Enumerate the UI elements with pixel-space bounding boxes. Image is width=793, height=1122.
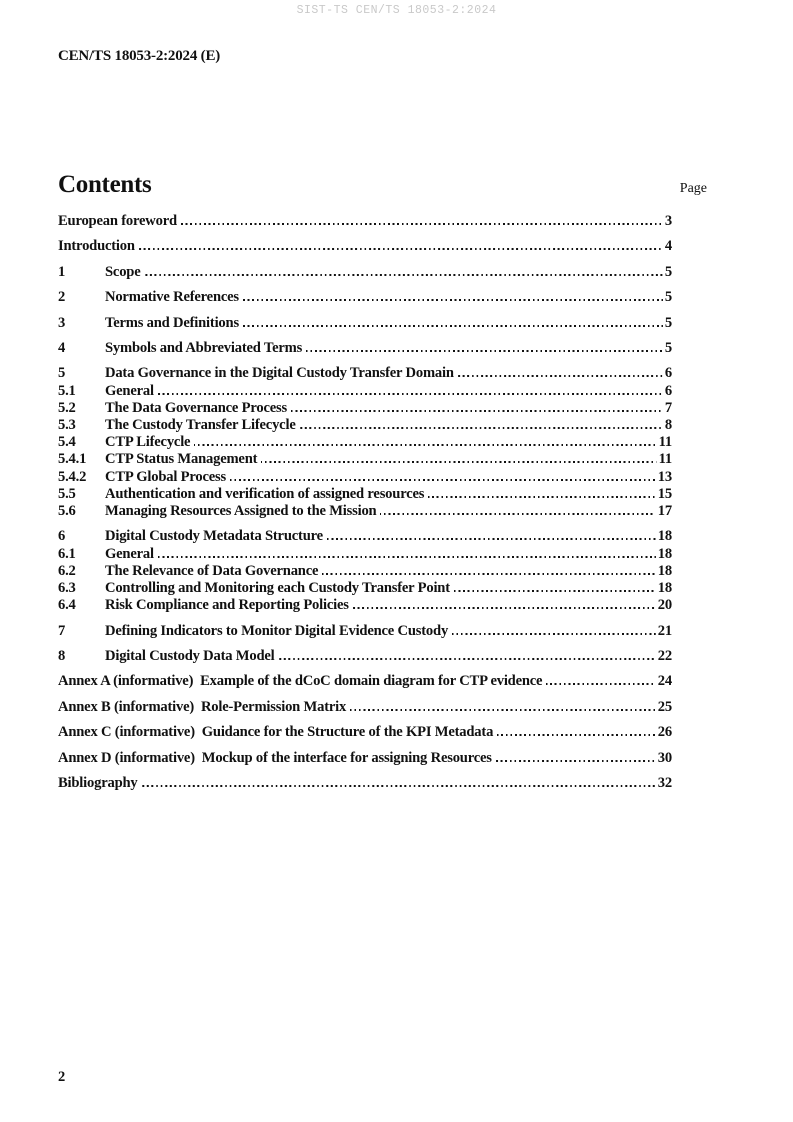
toc-row: [58, 486, 672, 503]
toc-entry-title: Risk Compliance and Reporting Policies: [105, 597, 349, 614]
document-reference: CEN/TS 18053-2:2024 (E): [58, 48, 221, 64]
toc-page-number: 6: [664, 365, 672, 382]
toc-entry-title: Symbols and Abbreviated Terms: [105, 339, 303, 356]
page-column-label: Page: [679, 181, 707, 196]
toc-dot-leader: [454, 590, 656, 592]
toc-page-number: 30: [657, 749, 672, 766]
toc-page-number: 5: [664, 314, 672, 331]
toc-page-number: 5: [664, 339, 672, 356]
toc-page-number: 22: [657, 647, 672, 664]
toc-page-number: 18: [657, 579, 672, 596]
toc-section-number: 5.1: [58, 382, 76, 399]
toc-row: [58, 451, 672, 468]
toc-row: [58, 563, 672, 580]
toc-section-number: 6: [58, 528, 66, 545]
toc-entry-title: Digital Custody Metadata Structure: [105, 528, 323, 545]
toc-entry-title: Annex C (informative) Guidance for the Structure of the KPI Metadata: [58, 724, 494, 741]
toc-dot-leader: [306, 350, 663, 352]
toc-entry-title: Annex A (informative) Example of the dCoC domain diagram for CTP evidence: [58, 673, 543, 690]
toc-row: [58, 213, 672, 230]
toc-dot-leader: [181, 223, 663, 225]
toc-section-number: 4: [58, 339, 66, 356]
toc-row: [58, 238, 672, 255]
toc-page-number: 18: [657, 562, 672, 579]
toc-entry-title: Managing Resources Assigned to the Mission: [105, 502, 377, 519]
toc-row: [58, 417, 672, 434]
toc-row: [58, 673, 672, 690]
toc-entry-title: CTP Status Management: [105, 451, 258, 468]
toc-entry-title: CTP Global Process: [105, 468, 226, 485]
toc-section-number: 5.6: [58, 502, 76, 519]
toc-row: [58, 775, 672, 792]
toc-dot-leader: [158, 556, 656, 558]
toc-entry-title: Annex B (informative) Role-Permission Matrix: [58, 698, 347, 715]
toc-row: [58, 434, 672, 451]
toc-dot-leader: [139, 248, 663, 250]
toc-section-number: 3: [58, 314, 66, 331]
toc-row: [58, 340, 672, 357]
toc-section-number: 5.4.2: [58, 468, 87, 485]
toc-page-number: 24: [657, 673, 672, 690]
toc-entry-title: Defining Indicators to Monitor Digital Evidence Custody: [105, 622, 449, 639]
toc-dot-leader: [327, 538, 656, 540]
toc-page-number: 4: [664, 238, 672, 255]
toc-entry-title: CTP Lifecycle: [105, 434, 191, 451]
toc-page-number: 11: [658, 434, 672, 451]
toc-page-number: 20: [657, 597, 672, 614]
toc-entry-title: The Relevance of Data Governance: [105, 562, 319, 579]
toc-dot-leader: [243, 325, 663, 327]
toc-dot-leader: [452, 633, 656, 635]
toc-row: [58, 546, 672, 563]
toc-section-number: 5.2: [58, 399, 76, 416]
toc-page-number: 8: [664, 416, 672, 433]
toc-page-number: 18: [657, 528, 672, 545]
toc-row: [58, 503, 672, 520]
toc-row: [58, 597, 672, 614]
toc-page-number: 11: [658, 451, 672, 468]
toc-section-number: 5.4: [58, 434, 76, 451]
contents-title: Contents: [58, 171, 152, 198]
toc-entry-title: General: [105, 382, 154, 399]
toc-page-number: 13: [657, 468, 672, 485]
table-of-contents: [58, 213, 672, 792]
toc-section-number: 1: [58, 263, 66, 280]
toc-entry-title: Authentication and verification of assigned resources: [105, 485, 425, 502]
toc-dot-leader: [230, 479, 656, 481]
toc-dot-leader: [428, 496, 656, 498]
toc-dot-leader: [546, 683, 655, 685]
toc-dot-leader: [380, 513, 655, 515]
contents-header: [58, 171, 707, 199]
toc-section-number: 6.1: [58, 545, 76, 562]
toc-dot-leader: [194, 444, 656, 446]
toc-dot-leader: [322, 573, 656, 575]
toc-row: [58, 289, 672, 306]
toc-dot-leader: [142, 785, 656, 787]
toc-section-number: 7: [58, 622, 66, 639]
toc-dot-leader: [261, 461, 656, 463]
toc-section-number: 6.4: [58, 597, 76, 614]
toc-dot-leader: [279, 658, 656, 660]
toc-entry-title: Introduction: [58, 238, 135, 255]
toc-dot-leader: [496, 760, 656, 762]
toc-entry-title: Controlling and Monitoring each Custody Transfer Point: [105, 579, 450, 596]
toc-entry-title: European foreword: [58, 213, 177, 229]
toc-row: [58, 648, 672, 665]
toc-row: [58, 699, 672, 716]
toc-page-number: 26: [657, 724, 672, 741]
toc-section-number: 5.4.1: [58, 451, 87, 468]
toc-dot-leader: [291, 410, 663, 412]
toc-page-number: 15: [657, 485, 672, 502]
toc-page-number: 3: [664, 213, 672, 229]
toc-page-number: 5: [664, 263, 672, 280]
toc-row: [58, 315, 672, 332]
toc-page-number: 5: [664, 289, 672, 306]
toc-entry-title: Annex D (informative) Mockup of the interface for assigning Resources: [58, 749, 492, 766]
toc-row: [58, 580, 672, 597]
toc-entry-title: Terms and Definitions: [105, 314, 239, 331]
toc-page-number: 17: [657, 502, 672, 519]
toc-dot-leader: [350, 709, 656, 711]
toc-page-number: 7: [664, 399, 672, 416]
toc-section-number: 5.3: [58, 416, 76, 433]
toc-entry-title: Digital Custody Data Model: [105, 647, 275, 664]
toc-row: [58, 400, 672, 417]
toc-section-number: 6.2: [58, 562, 76, 579]
toc-dot-leader: [145, 274, 663, 276]
toc-section-number: 2: [58, 289, 66, 306]
toc-dot-leader: [300, 427, 663, 429]
toc-row: [58, 264, 672, 281]
toc-row: [58, 623, 672, 640]
toc-entry-title: The Data Governance Process: [105, 399, 287, 416]
toc-page-number: 18: [657, 545, 672, 562]
toc-row: [58, 528, 672, 545]
toc-section-number: 6.3: [58, 579, 76, 596]
toc-dot-leader: [158, 393, 663, 395]
toc-page-number: 25: [657, 698, 672, 715]
toc-dot-leader: [243, 299, 663, 301]
footer-page-number: 2: [58, 1069, 66, 1085]
toc-dot-leader: [497, 734, 656, 736]
toc-dot-leader: [458, 375, 663, 377]
toc-entry-title: Normative References: [105, 289, 239, 306]
watermark-text: SIST-TS CEN/TS 18053-2:2024: [296, 4, 497, 17]
toc-entry-title: The Custody Transfer Lifecycle: [105, 416, 296, 433]
toc-row: [58, 724, 672, 741]
toc-section-number: 8: [58, 647, 66, 664]
toc-entry-title: Scope: [105, 263, 141, 280]
toc-row: [58, 469, 672, 486]
toc-entry-title: Bibliography: [58, 774, 138, 791]
toc-row: [58, 750, 672, 767]
toc-section-number: 5.5: [58, 485, 76, 502]
toc-row: [58, 383, 672, 400]
toc-page-number: 21: [657, 622, 672, 639]
toc-page-number: 6: [664, 382, 672, 399]
toc-page-number: 32: [657, 774, 672, 791]
toc-entry-title: General: [105, 545, 154, 562]
toc-entry-title: Data Governance in the Digital Custody Transfer Domain: [105, 365, 454, 382]
toc-dot-leader: [353, 607, 656, 609]
toc-section-number: 5: [58, 365, 66, 382]
toc-row: [58, 365, 672, 382]
